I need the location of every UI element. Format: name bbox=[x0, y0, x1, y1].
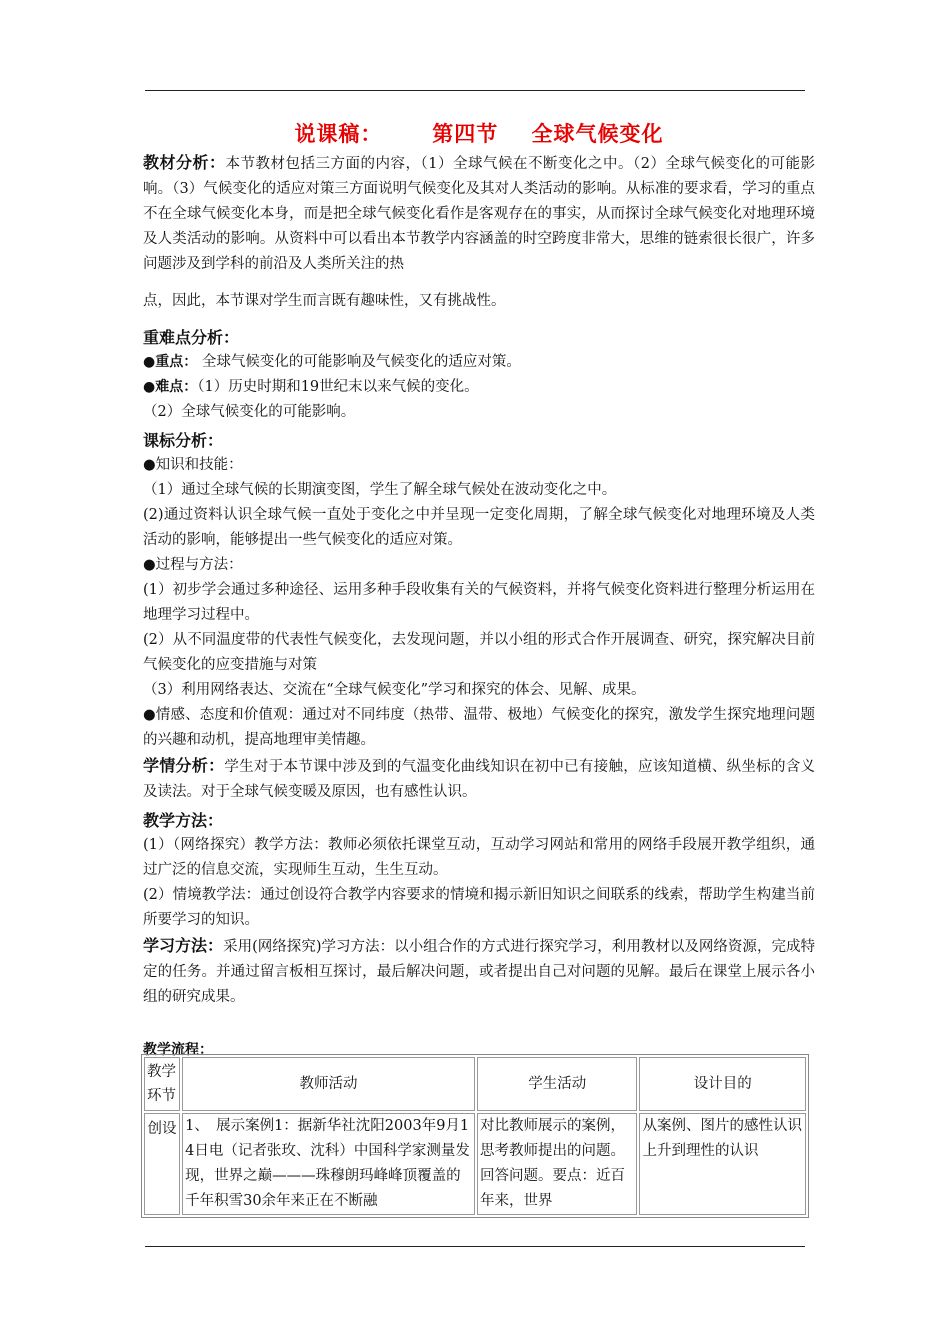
curriculum-line: ●情感、态度和价值观：通过对不同纬度（热带、温带、极地）气候变化的探究，激发学生探究地理问题的兴趣和动机，提高地理审美情趣。 bbox=[143, 707, 815, 748]
header-teacher-activity: 教师活动 bbox=[182, 1057, 475, 1111]
teaching-flow-table bbox=[141, 1054, 809, 1218]
learner-analysis-label: 学情分析： bbox=[143, 756, 225, 775]
teaching-method-line: (2）情境教学法：通过创设符合教学内容要求的情境和揭示新旧知识之间联系的线索，帮助学生构建当前所要学习的知识。 bbox=[143, 887, 815, 928]
key-difficult-heading: 重难点分析： bbox=[143, 328, 240, 347]
learning-method-label: 学习方法： bbox=[143, 936, 224, 955]
textbook-analysis-continuation: 点，因此，本节课对学生而言既有趣味性，又有挑战性。 bbox=[143, 293, 506, 309]
learner-analysis-paragraph bbox=[143, 753, 815, 805]
textbook-analysis-text: 本节教材包括三方面的内容，（1）全球气候在不断变化之中。（2）全球气候变化的可能影响。（3）气候变化的适应对策三方面说明气候变化及其对人类活动的影响。从标准的要求看，学习的重点不在全球气候变化本身，而是把全球气候变化看作是客观存在的事实，从而探讨全球气候变化对地理环境及人类活动的影响。从资料中可以看出本节教学内容涵盖的时空跨度非常大，思维的链索很长很广，许多问题涉及到学科的前沿及人类所关注的热 bbox=[143, 156, 815, 272]
learning-method-text: 采用(网络探究)学习方法：以小组合作的方式进行探究学习，利用教材以及网络资源，完成特定的任务。并通过留言板相互探讨，最后解决问题，或者提出自己对问题的见解。最后在课堂上展示各小组的研究成果。 bbox=[143, 939, 815, 1005]
footer-rule bbox=[145, 1246, 805, 1247]
difficult-point-label: ●难点： bbox=[143, 379, 198, 395]
header-stage: 教学环节 bbox=[144, 1057, 180, 1111]
teacher-activity-cell: 1、 展示案例1：据新华社沈阳2003年9月14日电（记者张玫、沈科）中国科学家测量发现，世界之巅———珠穆朗玛峰峰顶覆盖的千年积雪30余年来正在不断融 bbox=[182, 1113, 475, 1215]
difficult-point-line bbox=[143, 375, 815, 400]
key-point-text: 全球气候变化的可能影响及气候变化的适应对策。 bbox=[197, 354, 521, 370]
learner-analysis-text: 学生对于本节课中涉及到的气温变化曲线知识在初中已有接触，应该知道横、纵坐标的含义及读法。对于全球气候变暖及原因，也有感性认识。 bbox=[143, 759, 815, 800]
stage-cell: 创设 bbox=[144, 1113, 180, 1215]
header-design-purpose: 设计目的 bbox=[639, 1057, 806, 1111]
curriculum-line: (2)通过资料认识全球气候一直处于变化之中并呈现一定变化周期，了解全球气候变化对地理环境及人类活动的影响，能够提出一些气候变化的适应对策。 bbox=[143, 507, 815, 548]
difficult-point-text: （1）历史时期和19世纪末以来气候的变化。 bbox=[197, 379, 479, 395]
key-point-label: ●重点： bbox=[143, 354, 198, 370]
table-row bbox=[144, 1113, 806, 1215]
header-rule bbox=[145, 90, 805, 91]
page-title: 说课稿： 第四节 全球气候变化 bbox=[294, 122, 664, 146]
key-point-line bbox=[143, 350, 815, 375]
learning-method-paragraph bbox=[143, 933, 815, 1010]
teaching-method-heading: 教学方法： bbox=[143, 811, 224, 830]
curriculum-line: ●过程与方法： bbox=[143, 557, 243, 573]
curriculum-line: (2）从不同温度带的代表性气候变化，去发现问题，并以小组的形式合作开展调查、研究，探究解决目前气候变化的应变措施与对策 bbox=[143, 632, 815, 673]
curriculum-line: （1）通过全球气候的长期演变图，学生了解全球气候处在波动变化之中。 bbox=[143, 482, 617, 498]
textbook-analysis-label: 教材分析： bbox=[143, 153, 226, 172]
document-body bbox=[143, 118, 815, 1060]
curriculum-heading: 课标分析： bbox=[143, 431, 224, 450]
design-purpose-cell: 从案例、图片的感性认识上升到理性的认识 bbox=[639, 1113, 806, 1215]
teaching-method-line: (1）（网络探究）教学方法：教师必须依托课堂互动，互动学习网站和常用的网络手段展开教学组织，通过广泛的信息交流，实现师生互动，生生互动。 bbox=[143, 837, 815, 878]
student-activity-cell: 对比教师展示的案例，思考教师提出的问题。回答问题。要点：近百年来，世界 bbox=[477, 1113, 637, 1215]
curriculum-line: ●知识和技能： bbox=[143, 457, 243, 473]
table-header-row bbox=[144, 1057, 806, 1111]
teaching-flow-label: 教学流程： bbox=[143, 1042, 213, 1058]
textbook-analysis-paragraph bbox=[143, 150, 815, 277]
curriculum-line: （3）利用网络表达、交流在“全球气候变化”学习和探究的体会、见解、成果。 bbox=[143, 682, 646, 698]
difficult-point-line-2: （2）全球气候变化的可能影响。 bbox=[143, 404, 356, 420]
header-student-activity: 学生活动 bbox=[477, 1057, 637, 1111]
curriculum-line: (1）初步学会通过多种途径、运用多种手段收集有关的气候资料，并将气候变化资料进行整理分析运用在地理学习过程中。 bbox=[143, 582, 815, 623]
